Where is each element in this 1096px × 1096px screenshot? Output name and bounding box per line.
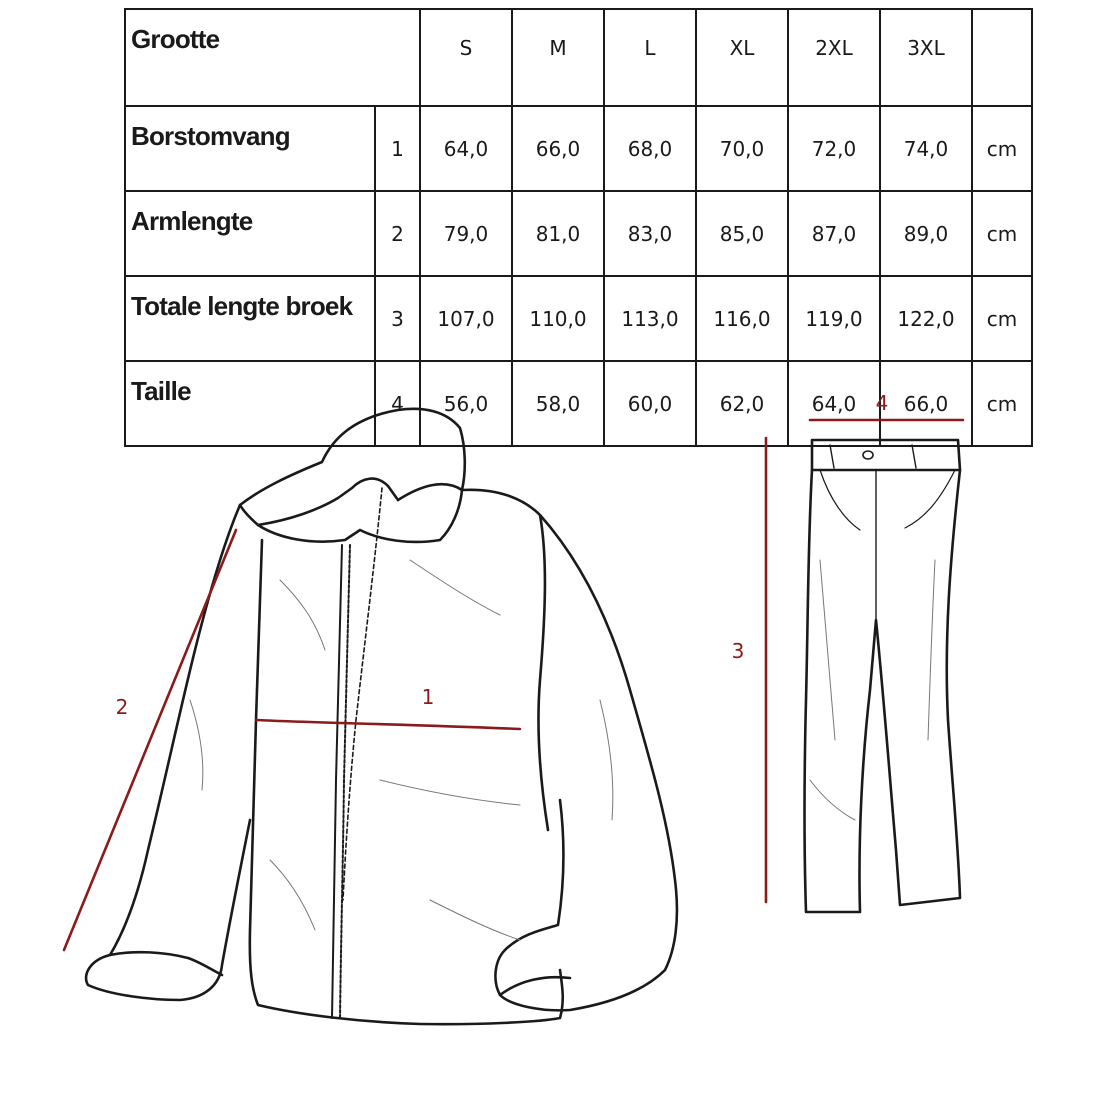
row-label: Taille (125, 361, 375, 446)
row-unit: cm (972, 276, 1032, 361)
jacket-body (250, 540, 563, 1024)
row-index: 1 (375, 106, 420, 191)
size-3xl: 3XL (880, 9, 972, 106)
table-cell: 113,0 (604, 276, 696, 361)
table-cell: 89,0 (880, 191, 972, 276)
table-cell: 83,0 (604, 191, 696, 276)
size-2xl: 2XL (788, 9, 880, 106)
size-l: L (604, 9, 696, 106)
table-cell: 107,0 (420, 276, 512, 361)
row-index: 2 (375, 191, 420, 276)
table-cell: 66,0 (512, 106, 604, 191)
table-cell: 85,0 (696, 191, 788, 276)
measure-line-1 (256, 720, 520, 729)
table-cell: 74,0 (880, 106, 972, 191)
table-cell: 81,0 (512, 191, 604, 276)
table-cell: 60,0 (604, 361, 696, 446)
marker-3: 3 (731, 639, 745, 663)
table-cell: 64,0 (420, 106, 512, 191)
table-cell: 68,0 (604, 106, 696, 191)
table-cell: 58,0 (512, 361, 604, 446)
jacket-left-sleeve (86, 505, 250, 1000)
size-m: M (512, 9, 604, 106)
pants-drawing (805, 440, 961, 912)
measurement-lines (64, 420, 963, 950)
pants-outline (805, 470, 961, 912)
table-cell: 70,0 (696, 106, 788, 191)
row-unit: cm (972, 361, 1032, 446)
row-label: Armlengte (125, 191, 375, 276)
row-unit: cm (972, 106, 1032, 191)
row-unit: cm (972, 191, 1032, 276)
row-index: 4 (375, 361, 420, 446)
row-index: 3 (375, 276, 420, 361)
table-cell: 72,0 (788, 106, 880, 191)
marker-4: 4 (875, 391, 889, 415)
row-label: Totale lengte broek (125, 276, 375, 361)
size-header-label: Grootte (125, 9, 420, 106)
table-cell: 66,0 (880, 361, 972, 446)
row-label: Borstomvang (125, 106, 375, 191)
table-cell: 119,0 (788, 276, 880, 361)
table-cell: 116,0 (696, 276, 788, 361)
marker-2: 2 (115, 695, 129, 719)
measure-line-2 (64, 530, 236, 950)
marker-1: 1 (421, 685, 435, 709)
table-cell: 56,0 (420, 361, 512, 446)
size-s: S (420, 9, 512, 106)
pants-button (863, 451, 873, 459)
size-xl: XL (696, 9, 788, 106)
table-cell: 122,0 (880, 276, 972, 361)
table-cell: 110,0 (512, 276, 604, 361)
table-cell: 62,0 (696, 361, 788, 446)
table-cell: 87,0 (788, 191, 880, 276)
table-cell: 79,0 (420, 191, 512, 276)
jacket-right-sleeve (495, 515, 677, 1010)
table-cell: 64,0 (788, 361, 880, 446)
jacket-drawing (86, 409, 677, 1024)
